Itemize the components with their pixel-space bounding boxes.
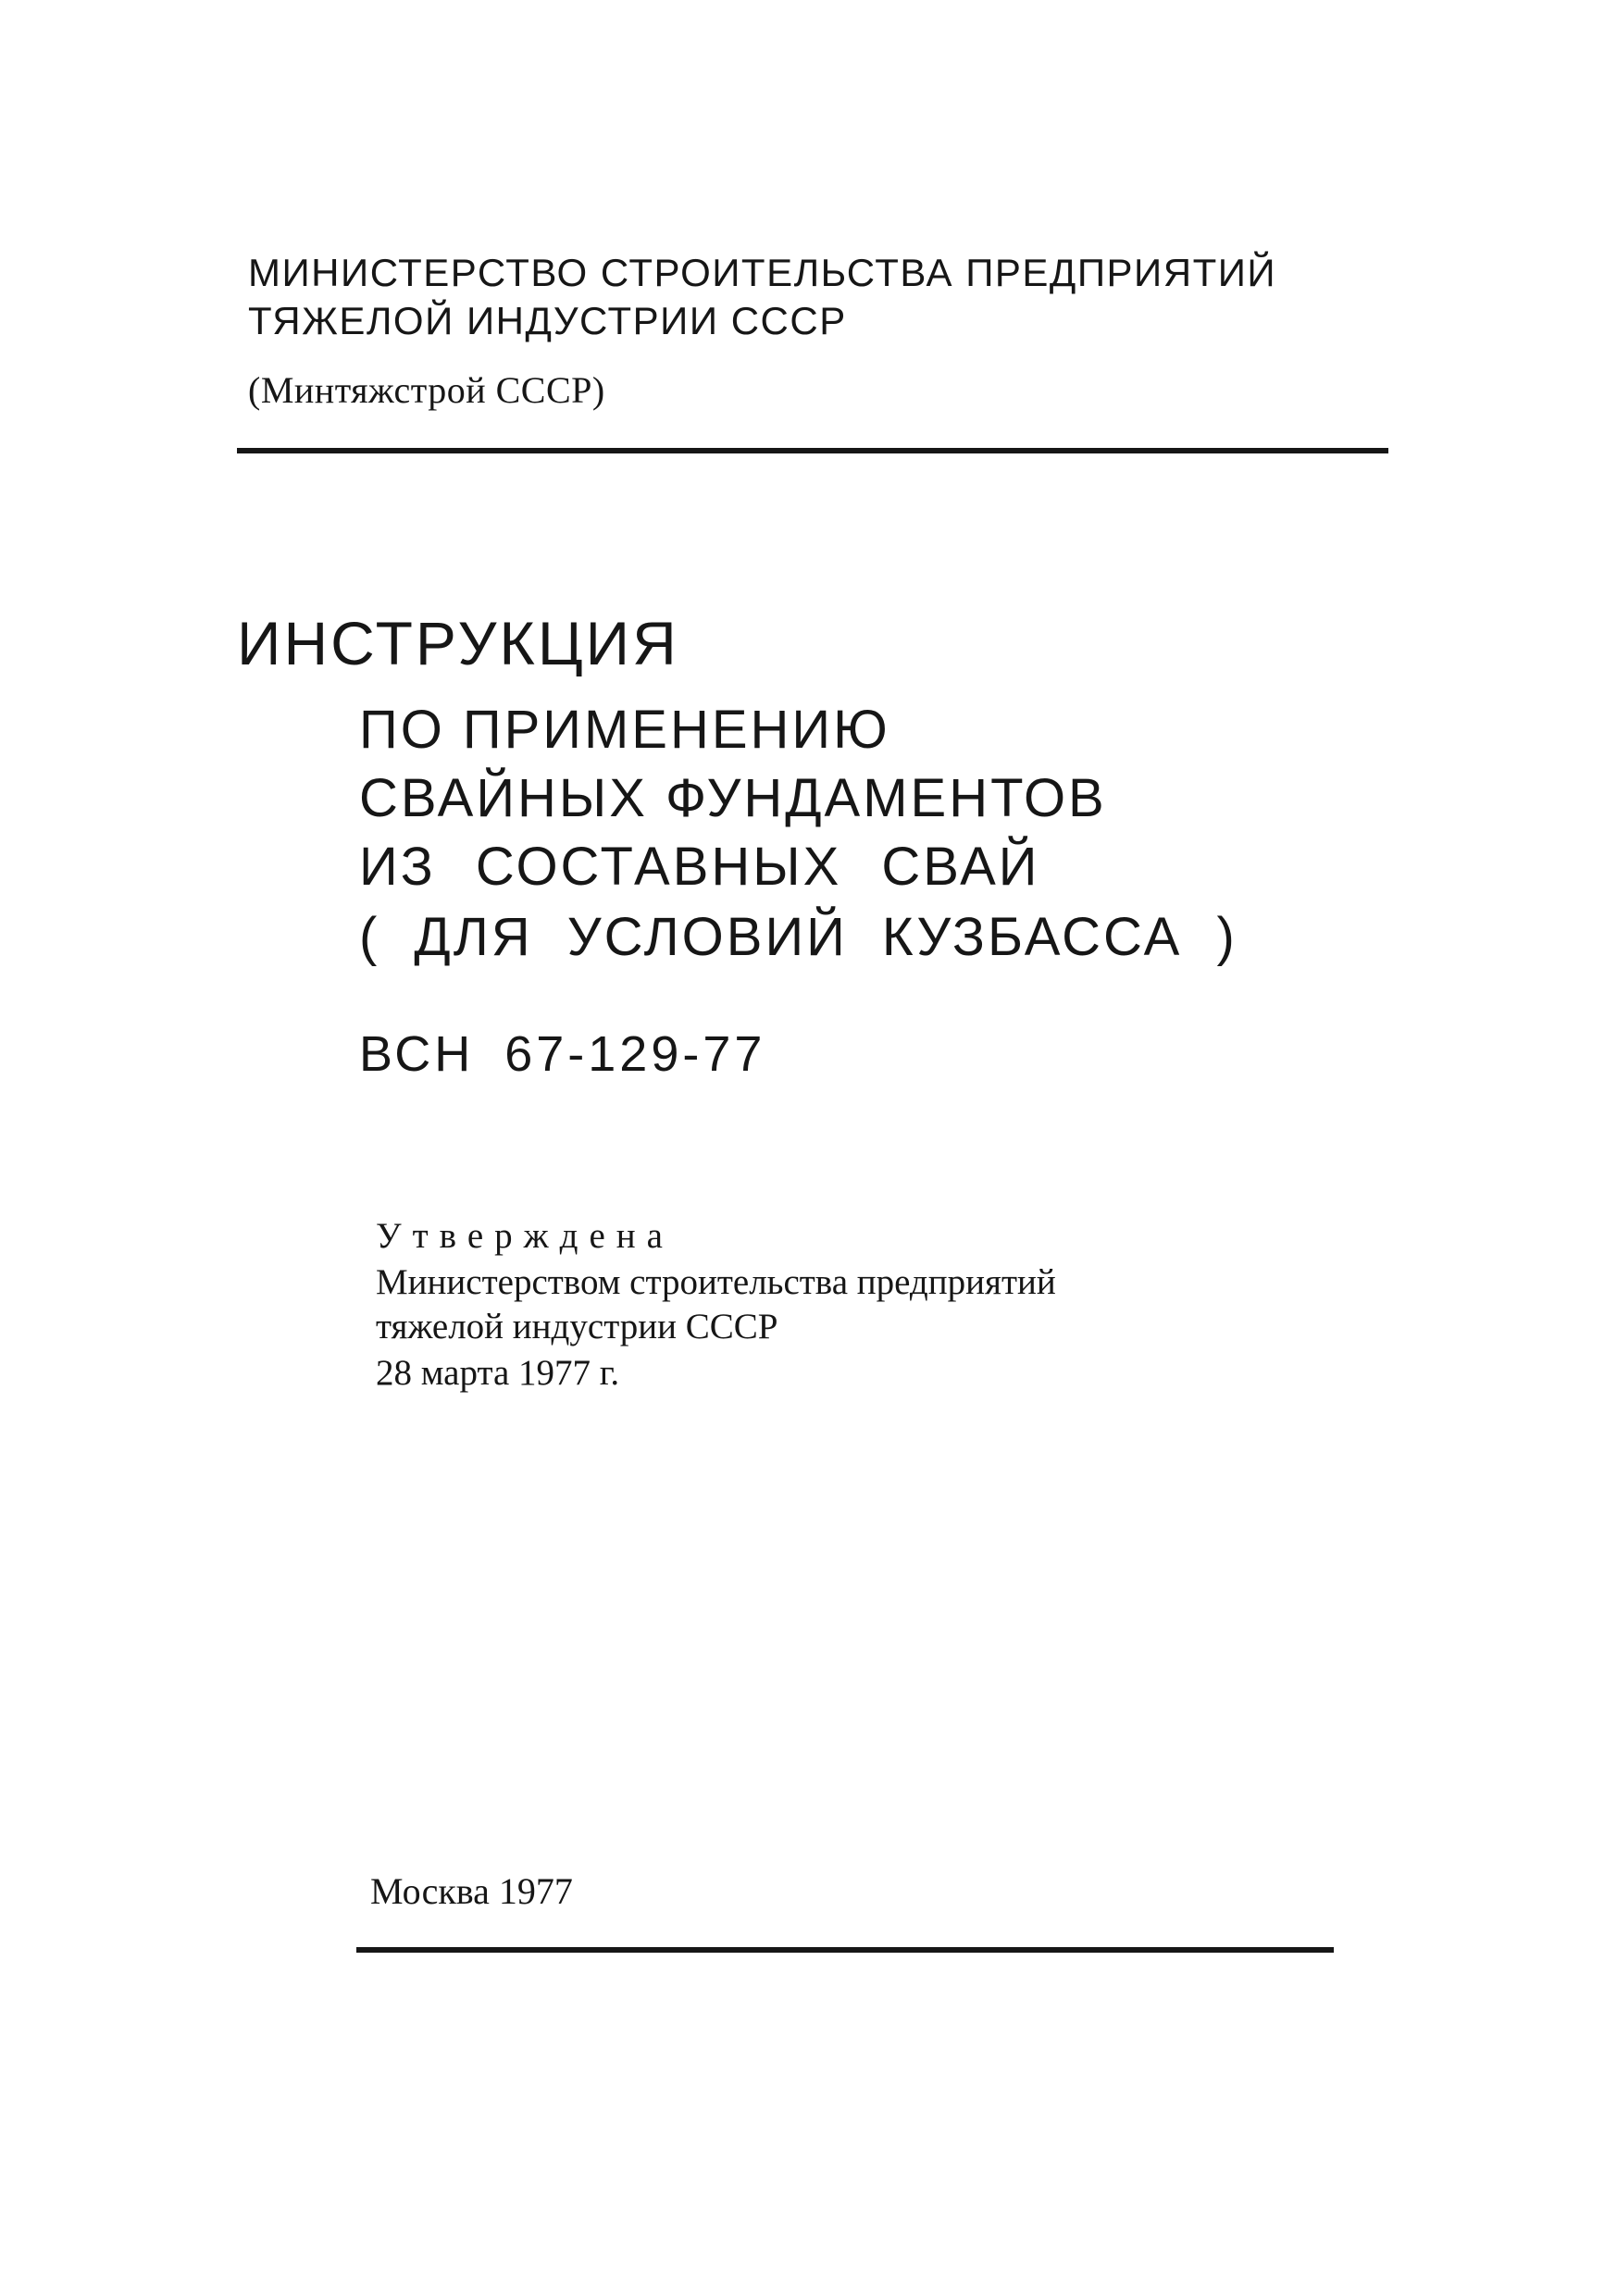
approval-label: Утверждена (376, 1216, 674, 1256)
ministry-name-line-2: ТЯЖЕЛОЙ ИНДУСТРИИ СССР (248, 299, 847, 342)
publication-city-year: Москва 1977 (370, 1870, 573, 1912)
approval-authority-line-1: Министерством строительства предприятий (376, 1262, 1056, 1302)
document-code: ВСН 67-129-77 (359, 1026, 766, 1082)
approval-date: 28 марта 1977 г. (376, 1353, 620, 1393)
ministry-abbreviation: (Минтяжстрой СССР) (248, 369, 605, 411)
approval-authority-line-2: тяжелой индустрии СССР (376, 1307, 778, 1347)
document-subtitle-line-1: ПО ПРИМЕНЕНИЮ (359, 700, 890, 760)
ministry-name-line-1: МИНИСТЕРСТВО СТРОИТЕЛЬСТВА ПРЕДПРИЯТИЙ (248, 251, 1277, 294)
document-subtitle-line-4: ( ДЛЯ УСЛОВИЙ КУЗБАССА ) (359, 907, 1238, 967)
document-subtitle-line-3: ИЗ СОСТАВНЫХ СВАЙ (359, 837, 1040, 897)
footer-divider (356, 1947, 1334, 1953)
header-divider (237, 448, 1388, 453)
document-subtitle-line-2: СВАЙНЫХ ФУНДАМЕНТОВ (359, 768, 1107, 828)
document-title: ИНСТРУКЦИЯ (237, 609, 679, 677)
